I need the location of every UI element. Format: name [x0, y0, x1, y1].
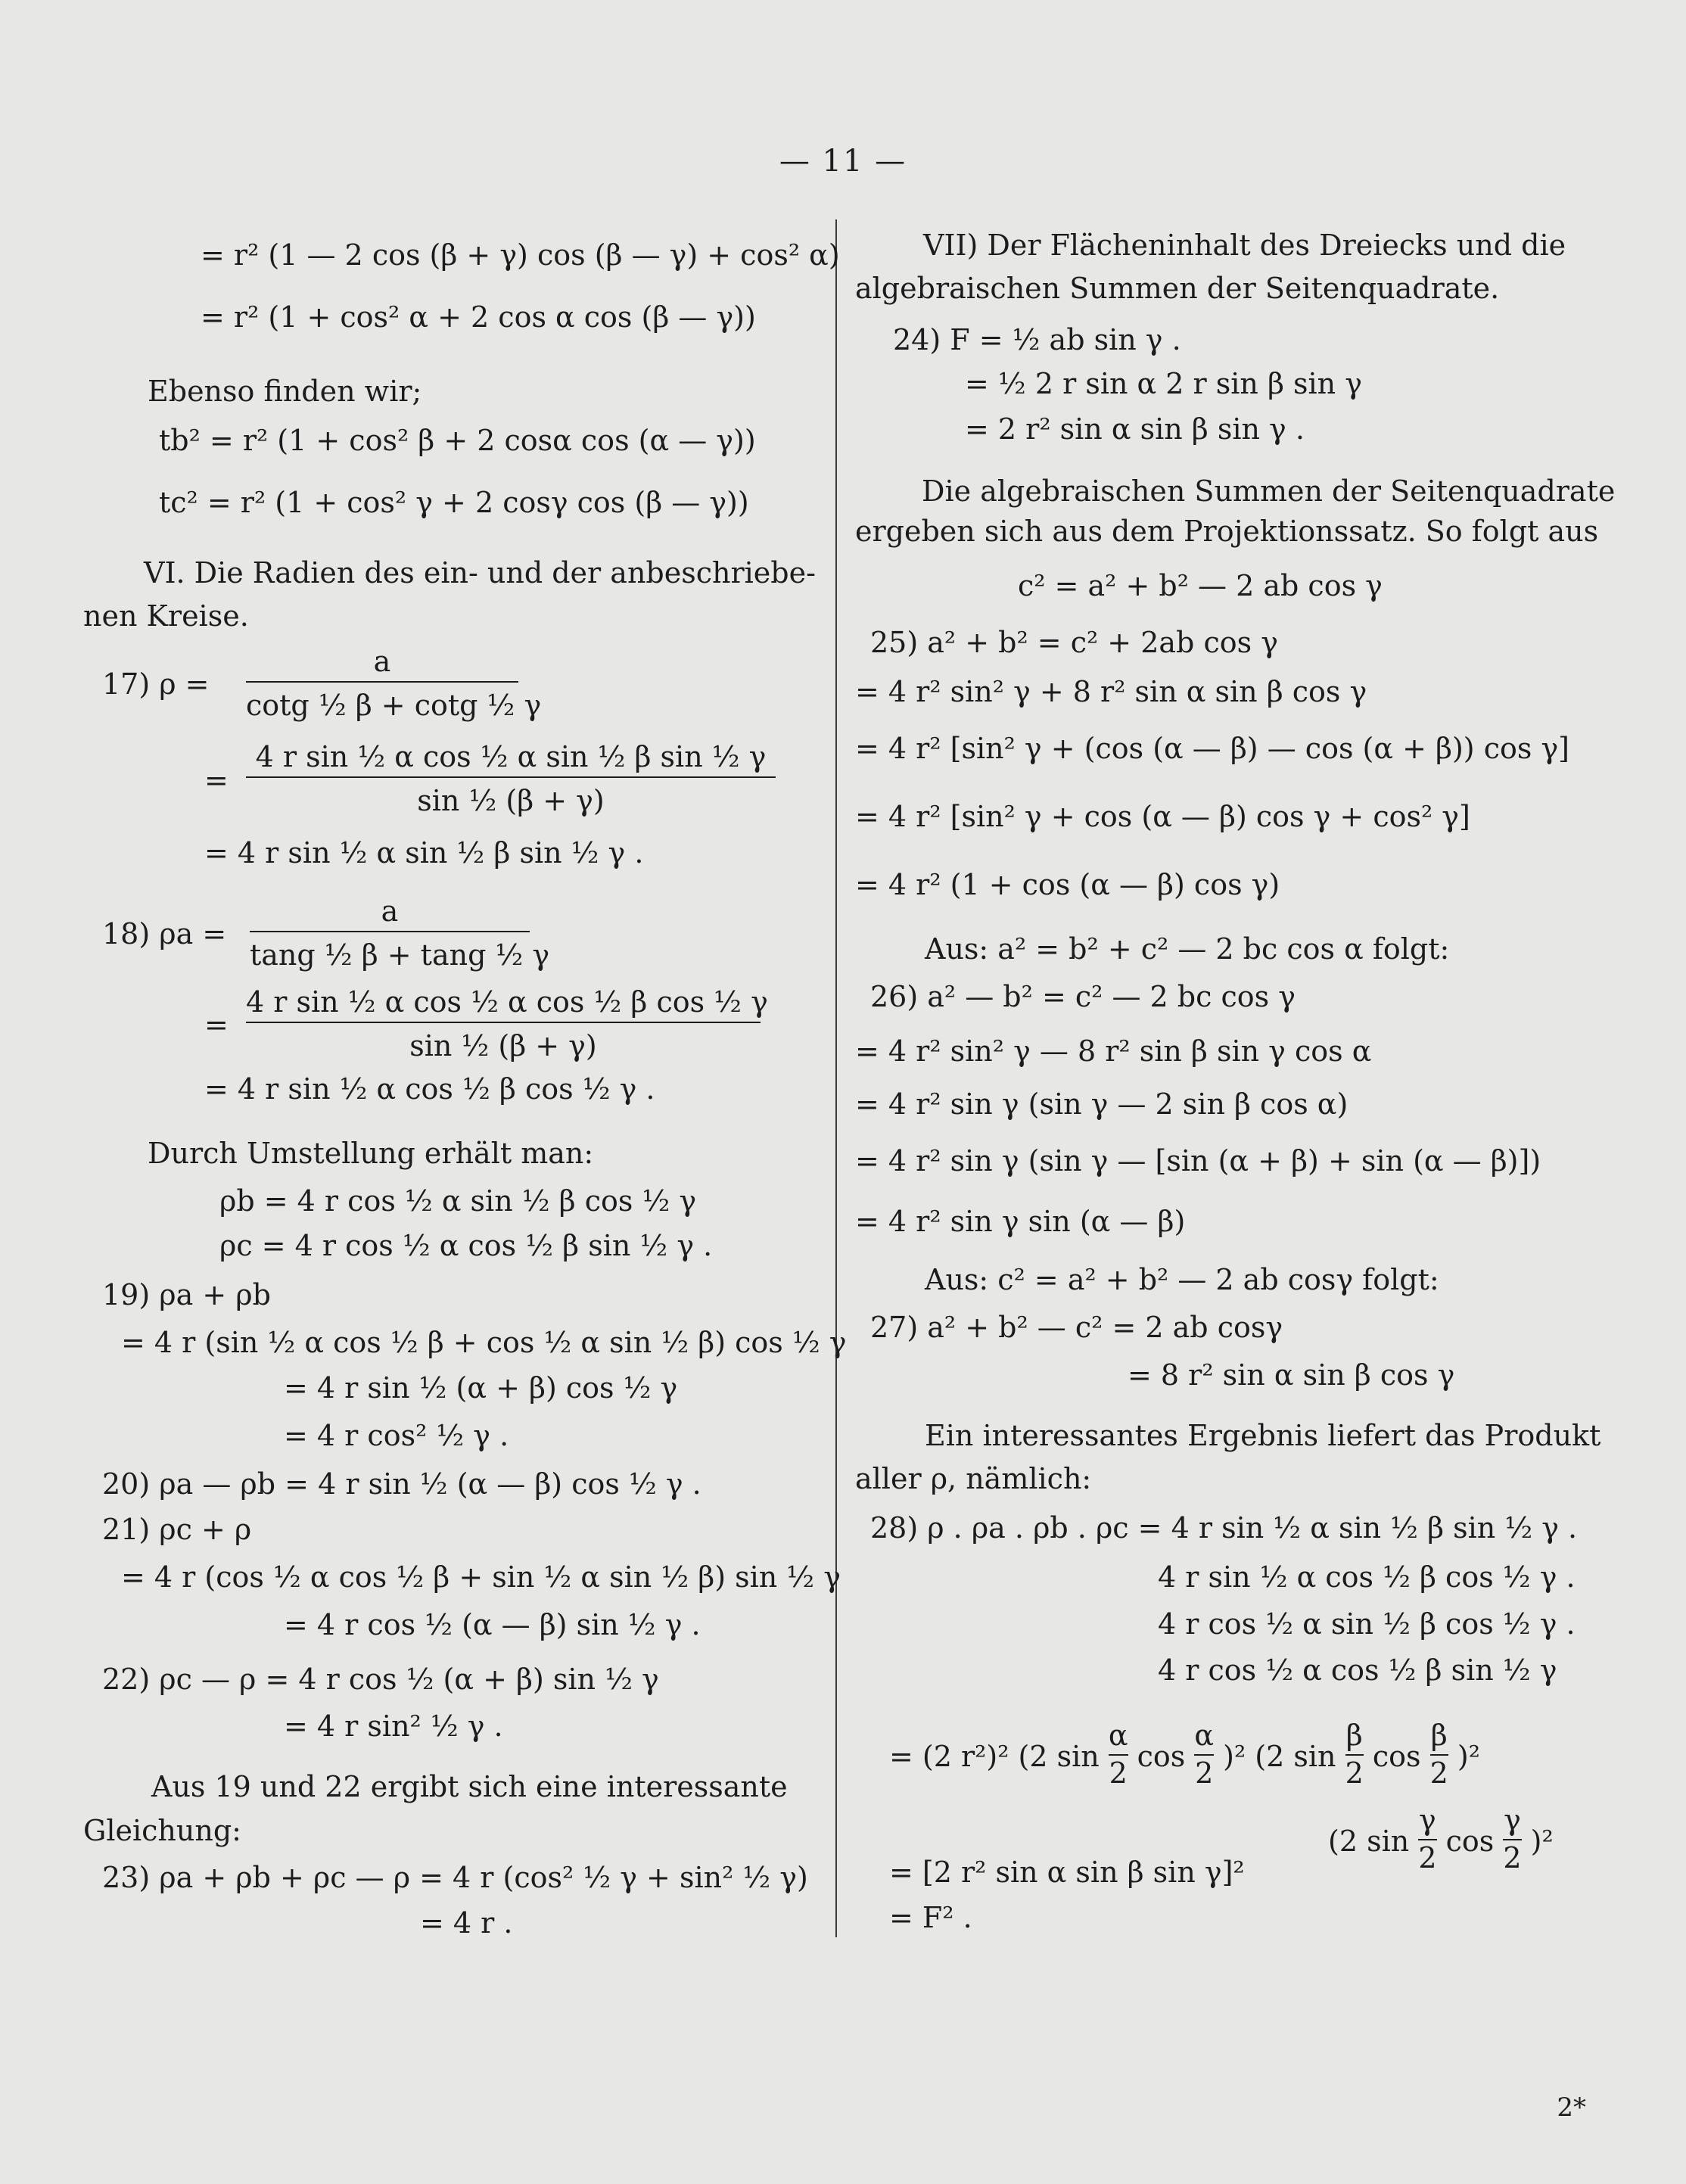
fraction-17b [246, 740, 776, 816]
equation-label: 18) ρa = [102, 917, 227, 950]
equation-part: cos [1445, 1825, 1495, 1859]
equation-part: = (2 r²)² (2 sin [889, 1740, 1100, 1774]
equation-line: = r² (1 — 2 cos (β + γ) cos (β — γ) + cos² α) [201, 238, 840, 272]
equation-line: = 4 r (cos ½ α cos ½ β + sin ½ α sin ½ β) sin ½ γ [121, 1560, 841, 1594]
fraction-denominator: 2 [1429, 1756, 1448, 1790]
fraction-denominator: 2 [1109, 1756, 1128, 1790]
equation-line [1328, 1803, 1554, 1879]
fraction-bar [246, 1022, 761, 1023]
equation-line: tb² = r² (1 + cos² β + 2 cosα cos (α — γ)) [159, 424, 756, 457]
equation-line: = 4 r² sin γ (sin γ — [sin (α + β) + sin (α — β)]) [855, 1144, 1541, 1178]
fraction-numerator: a [373, 645, 391, 678]
equal-sign: = [204, 764, 229, 797]
equation-part: cos [1137, 1740, 1186, 1774]
fraction-bar [1345, 1754, 1364, 1756]
equation-line: tc² = r² (1 + cos² γ + 2 cosγ cos (β — γ)) [159, 486, 749, 519]
fraction-denominator: sin ½ (β + γ) [409, 1029, 597, 1062]
equation-line [889, 1719, 1480, 1794]
equation-part: cos [1372, 1740, 1421, 1774]
equation-line: = 4 r sin ½ α cos ½ β cos ½ γ . [204, 1072, 655, 1106]
fraction-denominator: 2 [1418, 1840, 1437, 1874]
equation-line: 4 r cos ½ α sin ½ β cos ½ γ . [1158, 1607, 1576, 1641]
equation-line: 27) a² + b² — c² = 2 ab cosγ [870, 1311, 1283, 1344]
fraction-denominator: 2 [1345, 1756, 1364, 1790]
fraction [1430, 1719, 1448, 1790]
equation-line: = 4 r² [sin² γ + (cos (α — β) — cos (α + β)) cos γ] [855, 732, 1569, 765]
equation-line: = 4 r sin ½ (α + β) cos ½ γ [284, 1371, 678, 1405]
equation-line: = 8 r² sin α sin β cos γ [1128, 1358, 1455, 1392]
fraction [1418, 1804, 1436, 1874]
fraction-bar [1430, 1754, 1448, 1756]
fraction-numerator: β [1345, 1719, 1363, 1752]
text-line: Ein interessantes Ergebnis liefert das Produkt [925, 1419, 1601, 1452]
equation-line: = 4 r² sin² γ — 8 r² sin β sin γ cos α [855, 1034, 1372, 1068]
fraction-denominator: 2 [1503, 1840, 1522, 1874]
equation-line: = 4 r sin² ½ γ . [284, 1710, 503, 1743]
text-line: Aus: c² = a² + b² — 2 ab cosγ folgt: [925, 1263, 1439, 1296]
fraction [1194, 1719, 1214, 1790]
equal-sign: = [204, 1008, 229, 1041]
equation-line: = 4 r (sin ½ α cos ½ β + cos ½ α sin ½ β) cos ½ γ [121, 1326, 847, 1359]
equation-line: = ½ 2 r sin α 2 r sin β sin γ [965, 367, 1362, 400]
equation-line: = r² (1 + cos² α + 2 cos α cos (β — γ)) [201, 300, 756, 334]
equation-line: 26) a² — b² = c² — 2 bc cos γ [870, 980, 1296, 1013]
equation-line: 23) ρa + ρb + ρc — ρ = 4 r (cos² ½ γ + sin² ½ γ) [102, 1861, 808, 1894]
fraction-numerator: 4 r sin ½ α cos ½ α sin ½ β sin ½ γ [255, 740, 767, 773]
equation-line: = 4 r² sin γ (sin γ — 2 sin β cos α) [855, 1087, 1348, 1121]
text-line: Gleichung: [83, 1814, 241, 1847]
equation-part: )² [1457, 1740, 1480, 1774]
equation-line: ρb = 4 r cos ½ α sin ½ β cos ½ γ [219, 1184, 697, 1218]
fraction [1109, 1719, 1128, 1790]
equation-line: = 4 r² (1 + cos (α — β) cos γ) [855, 868, 1280, 901]
text-line: Aus 19 und 22 ergibt sich eine interessante [151, 1770, 788, 1803]
fraction-numerator: β [1430, 1719, 1448, 1752]
fraction-bar [250, 931, 530, 932]
equation-part: )² (2 sin [1223, 1740, 1336, 1774]
text-line: aller ρ, nämlich: [855, 1462, 1092, 1495]
equation-line: = F² . [889, 1901, 972, 1934]
equation-line: 19) ρa + ρb [102, 1278, 271, 1311]
fraction-numerator: 4 r sin ½ α cos ½ α cos ½ β cos ½ γ [246, 985, 768, 1019]
equation-line: = 4 r sin ½ α sin ½ β sin ½ γ . [204, 836, 644, 870]
equation-line: = 2 r² sin α sin β sin γ . [965, 412, 1305, 446]
equation-line: = 4 r² sin γ sin (α — β) [855, 1205, 1186, 1238]
equation-line: = 4 r cos ½ (α — β) sin ½ γ . [284, 1608, 701, 1641]
fraction-denominator: cotg ½ β + cotg ½ γ [246, 689, 542, 722]
fraction-numerator: α [1194, 1719, 1215, 1752]
equation-line: = 4 r² sin² γ + 8 r² sin α sin β cos γ [855, 675, 1367, 708]
fraction-bar [1194, 1754, 1214, 1756]
fraction-numerator: a [381, 894, 399, 928]
fraction-18 [250, 894, 550, 972]
fraction-numerator: γ [1504, 1803, 1521, 1837]
text-line: ergeben sich aus dem Projektionssatz. So folgt aus [855, 515, 1599, 548]
section-heading: VII) Der Flächeninhalt des Dreiecks und die [923, 229, 1566, 262]
equation-line: 28) ρ . ρa . ρb . ρc = 4 r sin ½ α sin ½ β sin ½ γ . [870, 1511, 1578, 1545]
fraction-bar [1503, 1839, 1521, 1840]
fraction-bar [1109, 1754, 1128, 1756]
equation-part: )² [1530, 1825, 1554, 1859]
signature-mark: 2* [1557, 2092, 1586, 2123]
equation-line: 4 r sin ½ α cos ½ β cos ½ γ . [1158, 1560, 1576, 1594]
fraction-denominator: sin ½ (β + γ) [417, 784, 605, 817]
equation-line: 24) F = ½ ab sin γ . [893, 323, 1181, 356]
equation-line: 20) ρa — ρb = 4 r sin ½ (α — β) cos ½ γ . [102, 1467, 701, 1501]
section-heading: nen Kreise. [83, 599, 249, 633]
equation-line: 4 r cos ½ α cos ½ β sin ½ γ [1158, 1654, 1557, 1687]
equation-line: 21) ρc + ρ [102, 1513, 252, 1546]
fraction-18b [246, 985, 768, 1062]
equation-line: = [2 r² sin α sin β sin γ]² [889, 1856, 1245, 1889]
equation-part: (2 sin [1328, 1825, 1410, 1859]
equation-line: ρc = 4 r cos ½ α cos ½ β sin ½ γ . [219, 1229, 713, 1262]
fraction-numerator: γ [1419, 1803, 1436, 1837]
equation-line: c² = a² + b² — 2 ab cos γ [1018, 569, 1383, 602]
fraction [1503, 1804, 1521, 1874]
text-line: Ebenso finden wir; [148, 375, 422, 408]
fraction-bar [1418, 1839, 1436, 1840]
fraction-denominator: tang ½ β + tang ½ γ [250, 938, 550, 972]
column-divider [835, 219, 837, 1937]
equation-line: = 4 r² [sin² γ + cos (α — β) cos γ + cos² γ] [855, 800, 1470, 833]
equation-line: = 4 r . [420, 1906, 513, 1940]
fraction-17 [246, 645, 542, 722]
text-line: Aus: a² = b² + c² — 2 bc cos α folgt: [925, 932, 1450, 966]
equation-line: 22) ρc — ρ = 4 r cos ½ (α + β) sin ½ γ [102, 1663, 659, 1696]
fraction-bar [246, 681, 518, 683]
text-line: Durch Umstellung erhält man: [148, 1137, 594, 1170]
page-number: — 11 — [779, 144, 907, 179]
fraction-bar [246, 776, 776, 778]
fraction-denominator: 2 [1195, 1756, 1214, 1790]
equation-line: = 4 r cos² ½ γ . [284, 1419, 509, 1452]
section-heading: VI. Die Radien des ein- und der anbeschriebe- [144, 556, 816, 590]
fraction [1345, 1719, 1364, 1790]
section-heading: algebraischen Summen der Seitenquadrate. [855, 272, 1500, 305]
equation-line: 25) a² + b² = c² + 2ab cos γ [870, 626, 1278, 659]
text-line: Die algebraischen Summen der Seitenquadrate [922, 474, 1616, 508]
fraction-numerator: α [1108, 1719, 1128, 1752]
equation-label: 17) ρ = [102, 667, 210, 701]
